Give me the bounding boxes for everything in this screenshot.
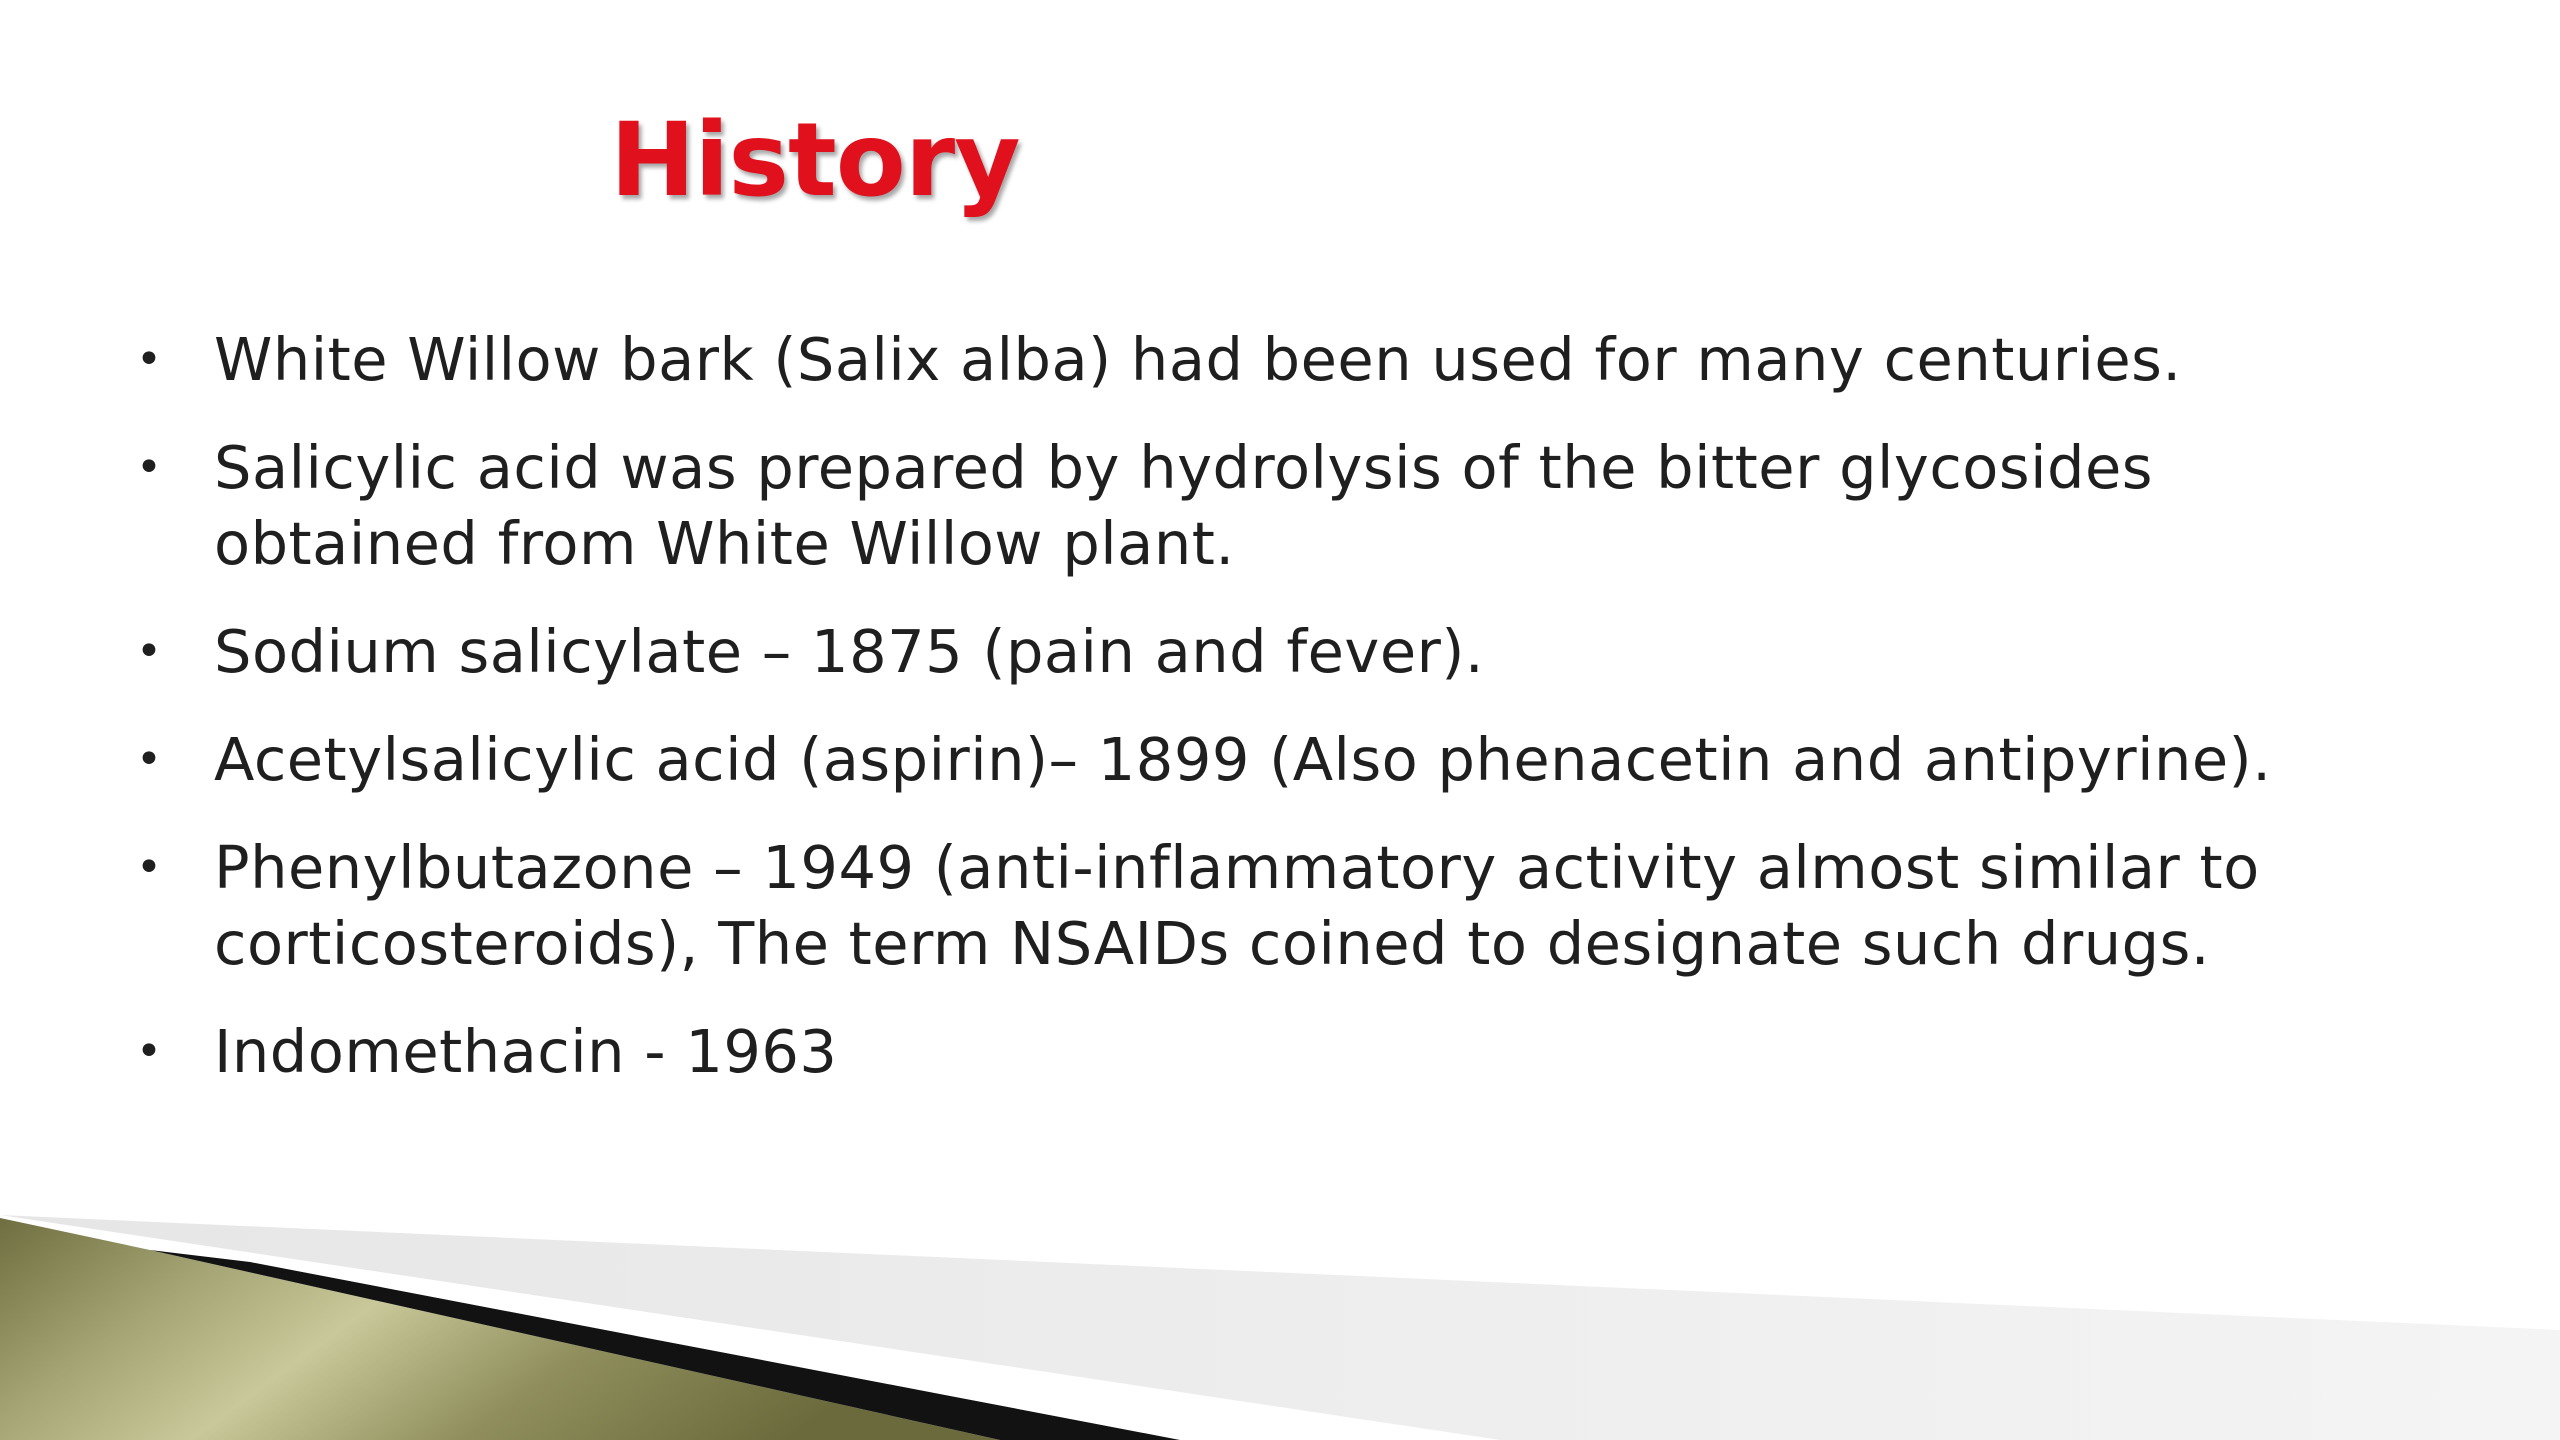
bullet-dot-icon: • <box>136 334 163 385</box>
bullet-dot-icon: • <box>136 1026 163 1077</box>
bullet-text: Sodium salicylate – 1875 (pain and fever). <box>214 617 1485 686</box>
bullet-dot-icon: • <box>136 842 163 893</box>
bullet-item <box>130 722 2430 798</box>
slide-title: History <box>610 101 1020 220</box>
dark-stripe <box>150 1250 1180 1440</box>
bullet-text: Phenylbutazone – 1949 (anti-inflammatory activity almost similar to corticosteroids), The term NSAIDs coined to designate such drugs. <box>214 833 2260 978</box>
bullet-text: Indomethacin - 1963 <box>214 1017 838 1086</box>
bullet-item <box>130 614 2430 690</box>
grey-swoosh <box>0 1215 2560 1440</box>
bullet-dot-icon: • <box>136 626 163 677</box>
bullet-item <box>130 430 2430 582</box>
bullet-dot-icon: • <box>136 442 163 493</box>
bullet-text: White Willow bark (Salix alba) had been used for many centuries. <box>214 325 2182 394</box>
bullet-item <box>130 322 2430 398</box>
bullet-list <box>130 322 2430 1122</box>
bullet-text: Salicylic acid was prepared by hydrolysis of the bitter glycosides obtained from White Willow plant. <box>214 433 2154 578</box>
olive-band <box>0 1218 1000 1440</box>
bullet-dot-icon: • <box>136 734 163 785</box>
bullet-text: Acetylsalicylic acid (aspirin)– 1899 (Also phenacetin and antipyrine). <box>214 725 2272 794</box>
bullet-item <box>130 830 2430 982</box>
bullet-item <box>130 1014 2430 1090</box>
